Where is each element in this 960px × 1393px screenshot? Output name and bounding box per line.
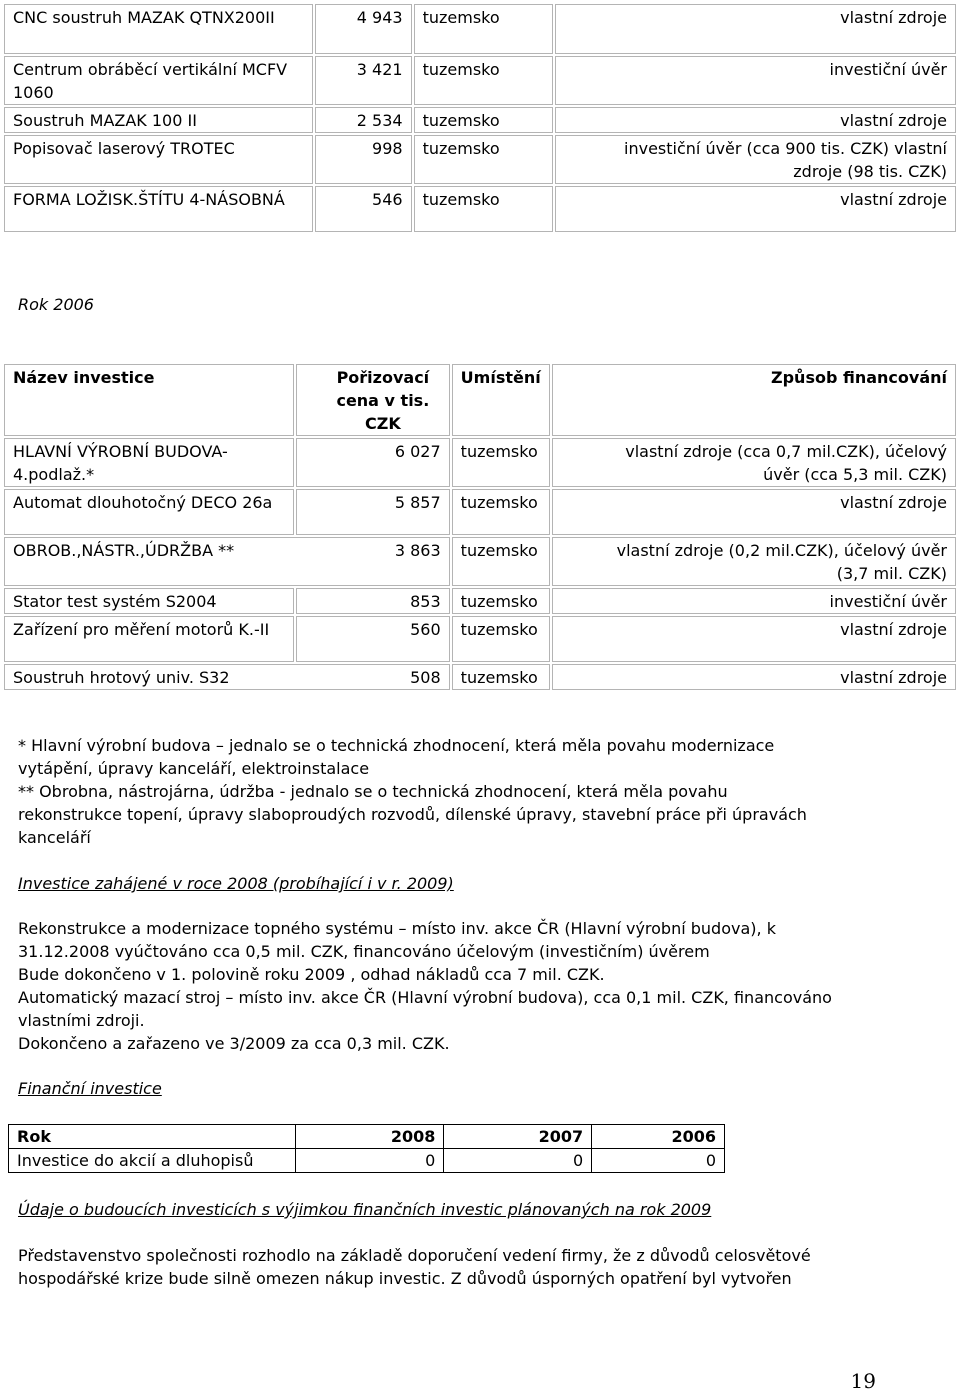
investment-name: FORMA LOŽISK.ŠTÍTU 4-NÁSOBNÁ: [4, 186, 313, 232]
table-row: [4, 107, 956, 133]
table-row: [4, 135, 956, 184]
ongoing-line: vlastními zdroji.: [18, 1011, 145, 1030]
investment-financing: vlastní zdroje (cca 0,7 mil.CZK), účelový úvěr (cca 5,3 mil. CZK): [552, 438, 956, 487]
investment-location: tuzemsko: [452, 489, 550, 535]
ongoing-line: 31.12.2008 vyúčtováno cca 0,5 mil. CZK, financováno účelovým (investičním) úvěrem: [18, 942, 710, 961]
ongoing-line: Automatický mazací stroj – místo inv. akce ČR (Hlavní výrobní budova), cca 0,1 mil. CZK, financováno: [18, 988, 832, 1007]
investment-price: 4 943: [315, 4, 411, 54]
footnote-line: vytápění, úpravy kanceláří, elektroinstalace: [18, 759, 370, 778]
investments-table-2006: [2, 362, 958, 692]
footnote-line: ** Obrobna, nástrojárna, údržba - jednalo se o technická zhodnocení, která měla povahu: [18, 782, 728, 801]
table-row: [4, 56, 956, 105]
investment-price: 560: [296, 616, 450, 662]
investment-name: Soustruh MAZAK 100 II: [4, 107, 313, 133]
investment-location: tuzemsko: [452, 588, 550, 614]
investment-location: tuzemsko: [414, 107, 553, 133]
financial-row-label: Investice do akcií a dluhopisů: [9, 1149, 296, 1173]
footnote-line: rekonstrukce topení, úpravy slaboproudých rozvodů, dílenské úpravy, stavební práce při úpravách: [18, 805, 807, 824]
financial-header-2008: 2008: [295, 1125, 444, 1149]
table-row: [4, 588, 956, 614]
header-financing: Způsob financování: [552, 364, 956, 436]
investment-location: tuzemsko: [452, 537, 550, 586]
investment-name: Soustruh hrotový univ. S32: [13, 668, 230, 687]
ongoing-line: Dokončeno a zařazeno ve 3/2009 za cca 0,3 mil. CZK.: [18, 1034, 450, 1053]
investment-name: CNC soustruh MAZAK QTNX200II: [4, 4, 313, 54]
investment-location: tuzemsko: [414, 4, 553, 54]
future-heading: Údaje o budoucích investicích s výjimkou finančních investic plánovaných na rok 2009: [18, 1200, 712, 1219]
investment-location: tuzemsko: [414, 56, 553, 105]
footnote-line: kanceláří: [18, 828, 91, 847]
investment-price: 5 857: [296, 489, 450, 535]
table-row: [4, 664, 956, 690]
year-heading: Rok 2006: [18, 295, 94, 314]
header-location: Umístění: [452, 364, 550, 436]
investment-name-price: [4, 664, 450, 690]
investment-financing: investiční úvěr (cca 900 tis. CZK) vlastní zdroje (98 tis. CZK): [555, 135, 956, 184]
investment-location: tuzemsko: [414, 135, 553, 184]
investment-name: Zařízení pro měření motorů K.-II: [4, 616, 294, 662]
ongoing-heading: Investice zahájené v roce 2008 (probíhající i v r. 2009): [18, 874, 454, 893]
table-header-row: [4, 364, 956, 436]
investment-price: 6 027: [296, 438, 450, 487]
table-row: [4, 537, 956, 586]
investment-financing: vlastní zdroje: [555, 107, 956, 133]
investment-financing: vlastní zdroje: [555, 4, 956, 54]
ongoing-text: [18, 917, 832, 1055]
investments-table-continued: [2, 2, 958, 234]
financial-header-2007: 2007: [444, 1125, 592, 1149]
footnotes: [18, 734, 807, 849]
financial-value-2008: 0: [295, 1149, 444, 1173]
investment-name: Stator test systém S2004: [4, 588, 294, 614]
page-number: 19: [850, 1369, 876, 1393]
financial-value-2006: 0: [592, 1149, 725, 1173]
investment-financing: vlastní zdroje: [552, 664, 956, 690]
investment-financing: vlastní zdroje (0,2 mil.CZK), účelový úvěr (3,7 mil. CZK): [552, 537, 956, 586]
table-row: [4, 616, 956, 662]
financial-header-2006: 2006: [592, 1125, 725, 1149]
investment-financing: vlastní zdroje: [552, 616, 956, 662]
investment-name-price: [4, 537, 450, 586]
ongoing-line: Bude dokončeno v 1. polovině roku 2009 , odhad nákladů cca 7 mil. CZK.: [18, 965, 605, 984]
investment-price: 998: [315, 135, 411, 184]
table-row: [4, 186, 956, 232]
investment-price: 853: [296, 588, 450, 614]
investment-financing: investiční úvěr: [555, 56, 956, 105]
table-row: [4, 489, 956, 535]
investment-price: 546: [315, 186, 411, 232]
ongoing-line: Rekonstrukce a modernizace topného systému – místo inv. akce ČR (Hlavní výrobní budova), k: [18, 919, 776, 938]
investment-name: OBROB.,NÁSTR.,ÚDRŽBA **: [13, 541, 235, 560]
financial-heading: Finanční investice: [18, 1079, 162, 1098]
investment-name: HLAVNÍ VÝROBNÍ BUDOVA-4.podlaž.*: [4, 438, 294, 487]
investment-financing: vlastní zdroje: [555, 186, 956, 232]
header-price: Pořizovací cena v tis. CZK: [296, 364, 450, 436]
table-header-row: [9, 1125, 725, 1149]
future-line: Představenstvo společnosti rozhodlo na základě doporučení vedení firmy, že z důvodů celosvětové: [18, 1246, 811, 1265]
footnote-line: * Hlavní výrobní budova – jednalo se o technická zhodnocení, která měla povahu modernizace: [18, 736, 775, 755]
header-name: Název investice: [4, 364, 294, 436]
table-row: [9, 1149, 725, 1173]
future-text: [18, 1244, 811, 1290]
investment-name: Centrum obráběcí vertikální MCFV 1060: [4, 56, 313, 105]
investment-financing: vlastní zdroje: [552, 489, 956, 535]
investment-price: 3 863: [394, 541, 441, 560]
investment-location: tuzemsko: [452, 616, 550, 662]
table-row: [4, 4, 956, 54]
investment-price: 2 534: [315, 107, 411, 133]
investment-location: tuzemsko: [452, 438, 550, 487]
table-row: [4, 438, 956, 487]
financial-header-label: Rok: [9, 1125, 296, 1149]
investment-name: Automat dlouhotočný DECO 26a: [4, 489, 294, 535]
investment-financing: investiční úvěr: [552, 588, 956, 614]
future-line: hospodářské krize bude silně omezen nákup investic. Z důvodů úsporných opatření byl vytvořen: [18, 1269, 792, 1288]
financial-value-2007: 0: [444, 1149, 592, 1173]
investment-name: Popisovač laserový TROTEC: [4, 135, 313, 184]
investment-price: 3 421: [315, 56, 411, 105]
investment-location: tuzemsko: [414, 186, 553, 232]
investment-location: tuzemsko: [452, 664, 550, 690]
investment-price: 508: [410, 668, 441, 687]
financial-table: [8, 1124, 725, 1173]
